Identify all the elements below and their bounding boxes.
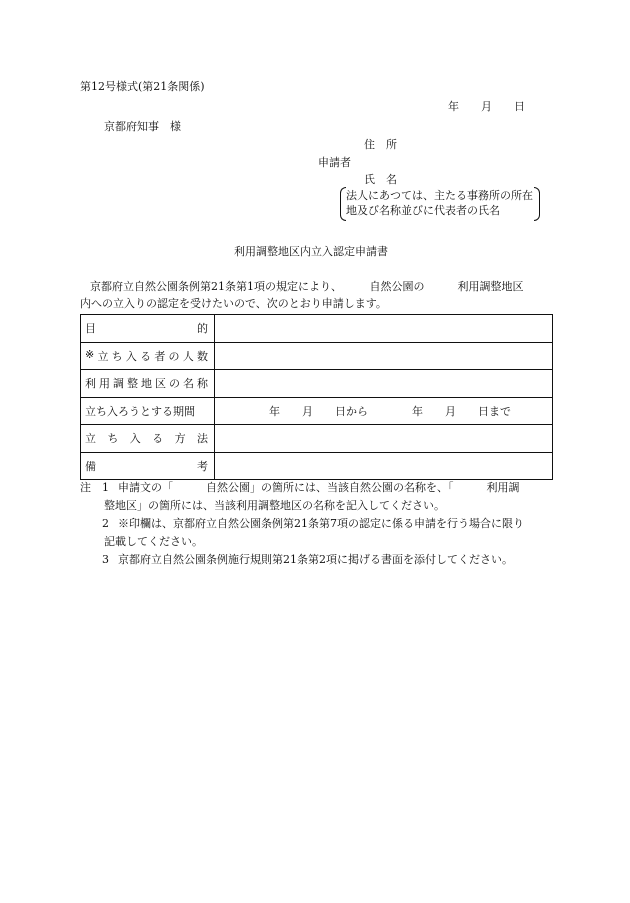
date-line: 年 月 日 — [448, 100, 525, 113]
note1-line2: 整地区」の箇所には、当該利用調整地区の名称を記入してください。 — [104, 499, 445, 512]
row-label-purpose: 目 的 — [81, 315, 215, 343]
note2-line2: 記載してください。 — [104, 535, 203, 548]
table-row — [81, 342, 553, 370]
row-label-area-name: 利 用 調 整 地 区 の 名 称 — [81, 370, 215, 398]
table-row — [81, 315, 553, 343]
application-table — [80, 314, 553, 480]
corporate-note-bracket — [340, 187, 540, 221]
note2-line1: ※印欄は、京都府立自然公園条例第21条第7項の認定に係る申請を行う場合に限り — [118, 517, 524, 530]
note3-line1: 京都府立自然公園条例施行規則第21条第2項に掲げる書面を添付してください。 — [118, 553, 513, 566]
row-value-people-count[interactable] — [215, 342, 553, 370]
addressee: 京都府知事 様 — [104, 120, 181, 133]
note1-number: 1 — [102, 481, 109, 494]
period-text: 年 月 日から 年 月 日まで — [269, 404, 511, 418]
notes-prefix: 注 — [80, 481, 91, 494]
right-bracket — [534, 187, 540, 221]
row-value-remarks[interactable] — [215, 452, 553, 480]
corporate-note-line2: 地及び名称並びに代表者の氏名 — [346, 204, 500, 217]
row-value-method[interactable] — [215, 425, 553, 453]
row-value-purpose[interactable] — [215, 315, 553, 343]
body-line2: 内への立入りの認定を受けたいので、次のとおり申請します。 — [80, 297, 387, 310]
table-row — [81, 452, 553, 480]
note2-number: 2 — [102, 517, 109, 530]
row-label-method: 立 ち 入 る 方 法 — [81, 425, 215, 453]
row-label-remarks: 備 考 — [81, 452, 215, 480]
table-row — [81, 425, 553, 453]
applicant-label: 申請者 — [318, 156, 351, 169]
row-label-people-count: ※ 立 ち 入 る 者 の 人 数 — [81, 342, 215, 370]
row-label-period: 立ち入ろうとする期間 — [81, 397, 215, 425]
note3-number: 3 — [102, 553, 109, 566]
row-value-period[interactable] — [215, 397, 553, 425]
row-value-area-name[interactable] — [215, 370, 553, 398]
form-number: 第12号様式(第21条関係) — [80, 80, 205, 93]
table-row — [81, 370, 553, 398]
corporate-note-line1: 法人にあつては、主たる事務所の所在 — [346, 189, 533, 202]
name-label: 氏 名 — [364, 173, 397, 186]
address-label: 住 所 — [364, 138, 397, 151]
note1-line1: 申請文の「 自然公園」の箇所には、当該自然公園の名称を、「 利用調 — [118, 481, 520, 494]
body-line1: 京都府立自然公園条例第21条第1項の規定により、 自然公園の 利用調整地区 — [90, 280, 524, 293]
table-row — [81, 397, 553, 425]
document-title: 利用調整地区内立入認定申請書 — [234, 245, 388, 258]
